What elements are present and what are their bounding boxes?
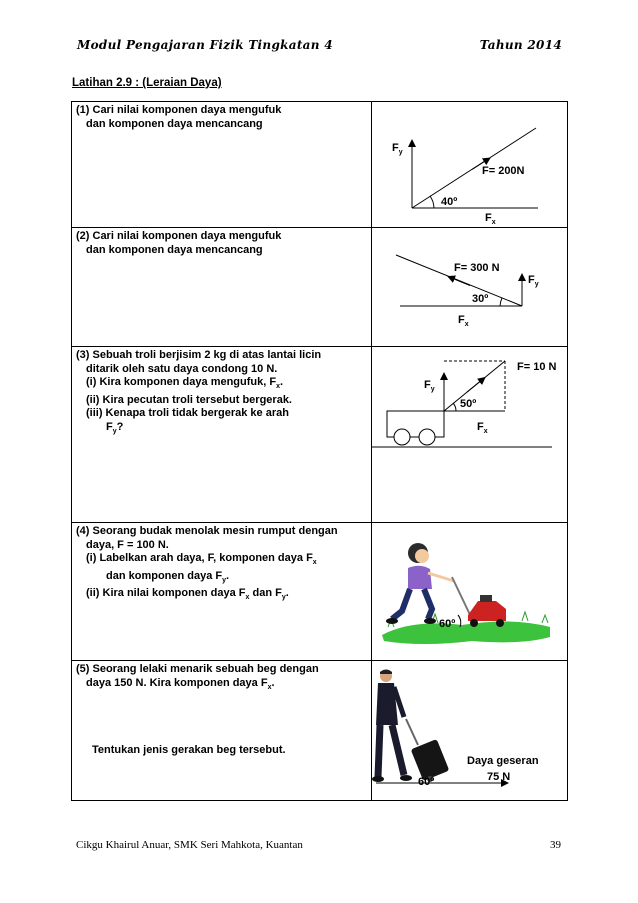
question-1-figure — [371, 102, 567, 228]
angle-label: 30º — [471, 293, 488, 305]
question-4-text — [72, 523, 372, 661]
fy-label: $F_y$ — [527, 274, 539, 288]
rolling-bag — [410, 739, 449, 781]
question-row-5 — [72, 661, 568, 801]
q3-line-3: (i) Kira komponen daya mengufuk, $F_x$. — [86, 376, 284, 391]
header-title: Modul Pengajaran Fizik Tingkatan 4 — [77, 38, 333, 52]
fx-label: $F_x$ — [484, 212, 496, 226]
question-row-2 — [72, 228, 568, 347]
child-arm — [428, 573, 454, 581]
trolley-wheel-right — [419, 429, 435, 445]
angle-arc — [500, 298, 502, 306]
section-title: Latihan 2.9 : (Leraian Daya) — [72, 77, 222, 89]
fx-label: $F_x$ — [476, 421, 488, 435]
q3-line-5: (iii) Kenapa troli tidak bergerak ke arah — [86, 407, 289, 420]
fx-label: $F_x$ — [457, 314, 469, 328]
friction-value: 75 N — [486, 771, 510, 783]
force-label: F= 200N — [481, 165, 525, 177]
man-hair — [380, 670, 392, 675]
q4-line-5: (ii) Kira nilai komponen daya $F_x$ dan $F_y$. — [86, 587, 289, 602]
mower-handle — [452, 577, 472, 619]
luggage-illustration — [372, 661, 576, 801]
force-diagram-2 — [372, 228, 576, 347]
header-year: Tahun 2014 — [479, 38, 562, 52]
force-arrow — [467, 378, 485, 393]
angle-label: 60º — [438, 618, 455, 630]
angle-arc — [430, 196, 434, 208]
question-4-figure — [371, 523, 567, 661]
fy-label: $F_y$ — [423, 379, 435, 393]
question-row-1 — [72, 102, 568, 228]
q4-line-2: daya, F = 100 N. — [86, 538, 169, 551]
mower-engine — [480, 595, 492, 602]
force-diagram-1 — [372, 102, 576, 228]
question-3-figure — [371, 347, 567, 523]
bag-handle — [406, 719, 418, 745]
question-3-text — [72, 347, 372, 523]
friction-label: Daya geseran — [466, 755, 539, 767]
q5-line-3: Tentukan jenis gerakan beg tersebut. — [92, 744, 286, 757]
q3-line-1: (3) Sebuah troli berjisim 2 kg di atas lantai licin — [76, 349, 322, 361]
q5-line-1: (5) Seorang lelaki menarik sebuah beg dengan — [76, 663, 319, 675]
lawnmower-illustration — [372, 523, 576, 661]
question-2-text — [72, 228, 372, 347]
page-number: 39 — [550, 839, 561, 851]
q2-line-2: dan komponen daya mencancang — [86, 243, 263, 256]
exercise-table — [71, 101, 568, 801]
question-5-figure — [371, 661, 567, 801]
child-shoe-front — [424, 618, 436, 624]
grass — [382, 621, 550, 644]
fy-label: $F_y$ — [391, 142, 403, 156]
force-label: F= 10 N — [516, 361, 557, 373]
q3-line-4: (ii) Kira pecutan troli tersebut bergerak. — [86, 393, 292, 406]
q4-line-1: (4) Seorang budak menolak mesin rumput dengan — [76, 525, 338, 537]
angle-arc — [453, 403, 456, 411]
question-row-4 — [72, 523, 568, 661]
force-label: F= 300 N — [453, 262, 500, 274]
question-2-figure — [371, 228, 567, 347]
q2-line-1: (2) Cari nilai komponen daya mengufuk — [76, 230, 282, 242]
child-face — [415, 549, 429, 563]
mower-wheel-back — [496, 619, 504, 627]
question-row-3 — [72, 347, 568, 523]
q4-line-3: (i) Labelkan arah daya, F, komponen daya $F_x$ — [86, 552, 317, 567]
trolley-wheel-left — [394, 429, 410, 445]
q3-line-2: ditarik oleh satu daya condong 10 N. — [86, 362, 278, 375]
mower-body — [468, 601, 506, 621]
angle-label: 60º — [417, 776, 434, 788]
question-5-text — [72, 661, 372, 801]
q1-line-2: dan komponen daya mencancang — [86, 117, 263, 130]
man-shoe-front — [400, 775, 412, 781]
q4-line-4: dan komponen daya $F_y$. — [106, 569, 230, 584]
angle-label: 40º — [440, 196, 457, 208]
man-shoe-back — [372, 776, 384, 782]
footer-author: Cikgu Khairul Anuar, SMK Seri Mahkota, Kuantan — [76, 839, 303, 851]
q1-line-1: (1) Cari nilai komponen daya mengufuk — [76, 104, 282, 116]
q5-line-2: daya 150 N. Kira komponen daya $F_x$. — [86, 676, 275, 691]
question-1-text — [72, 102, 372, 228]
child-leg-back — [392, 589, 410, 619]
child-shirt — [408, 566, 432, 589]
angle-label: 50º — [459, 398, 476, 410]
trolley-diagram — [372, 347, 576, 523]
man-legs — [378, 725, 404, 777]
mower-wheel-front — [470, 619, 478, 627]
child-shoe-back — [386, 618, 398, 624]
force-arrow — [448, 277, 470, 286]
q3-line-6: $F_y$? — [106, 420, 124, 435]
child-leg-front — [424, 589, 432, 619]
